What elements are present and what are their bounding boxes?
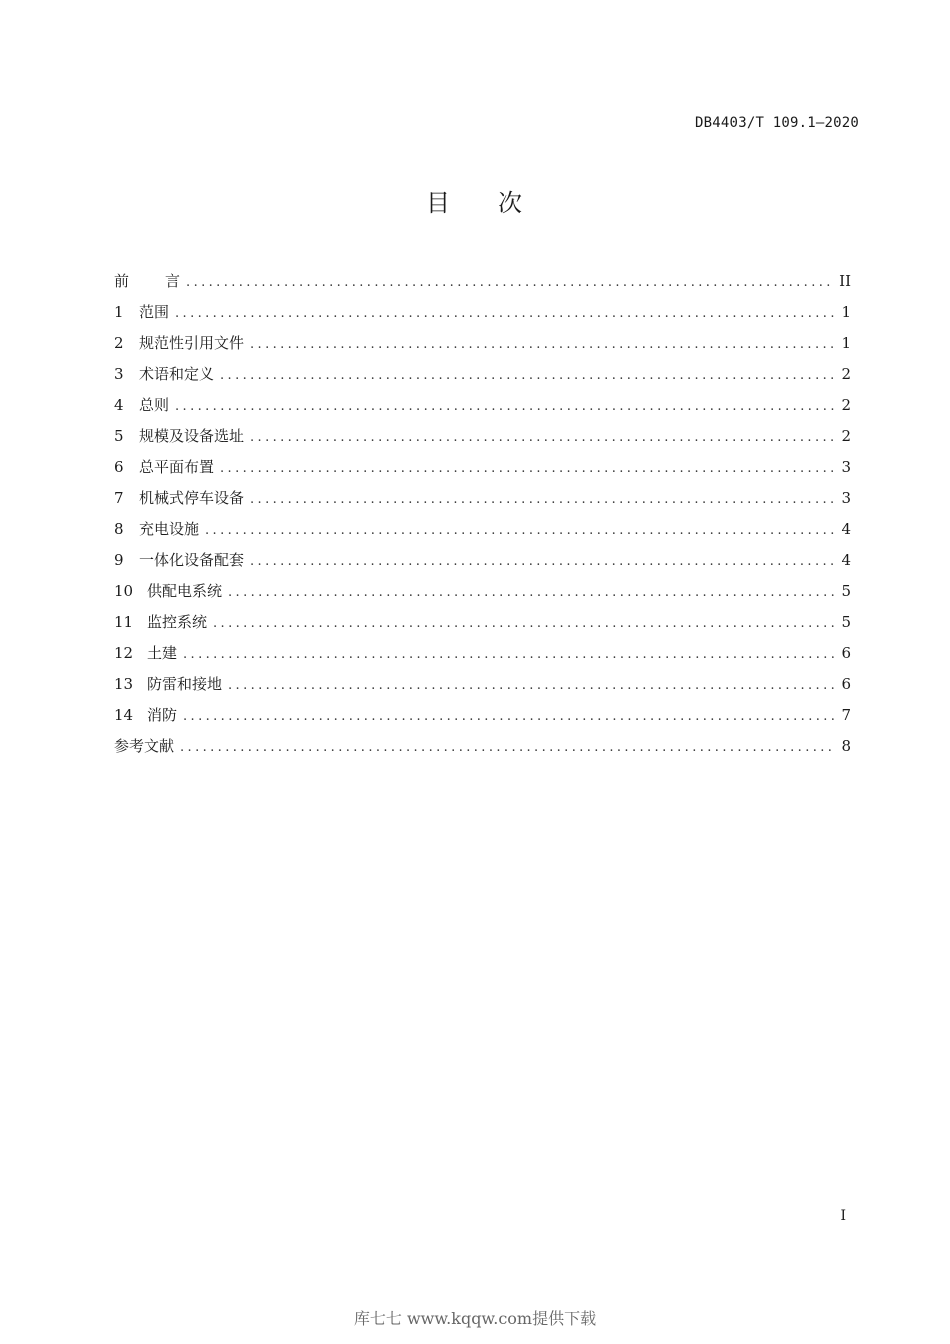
toc-entry-page: 4 (841, 520, 851, 538)
toc-entry-number: 10 (114, 582, 134, 600)
toc-entry-number: 13 (114, 675, 134, 693)
toc-dot-leader (220, 368, 835, 383)
toc-dot-leader (175, 399, 835, 414)
page-number: I (840, 1208, 846, 1224)
page-title (0, 183, 950, 218)
table-of-contents (114, 270, 851, 766)
toc-dot-leader (250, 430, 835, 445)
toc-entry-page: 2 (841, 427, 851, 445)
toc-foreword-char-2: 言 (165, 272, 181, 290)
toc-entry-foreword[interactable] (114, 270, 851, 301)
toc-dot-leader (250, 554, 835, 569)
page-title-char-2: 次 (498, 189, 524, 217)
toc-entry-label: 消防 (147, 706, 178, 724)
standard-code: DB4403/T 109.1—2020 (695, 115, 859, 131)
toc-dot-leader (220, 461, 835, 476)
toc-entry-page: 2 (841, 365, 851, 383)
toc-dot-leader (175, 306, 835, 321)
toc-dot-leader (183, 647, 835, 662)
toc-entry[interactable] (114, 580, 851, 611)
toc-dot-leader (250, 337, 835, 352)
toc-entry-label: 机械式停车设备 (139, 489, 245, 507)
toc-dot-leader (180, 740, 835, 755)
toc-entry-number: 9 (114, 551, 124, 569)
toc-entry-page: 7 (841, 706, 851, 724)
toc-entry-label: 参考文献 (114, 737, 175, 755)
toc-dot-leader (205, 523, 835, 538)
toc-entry[interactable] (114, 363, 851, 394)
toc-entry-label: 范围 (139, 303, 170, 321)
toc-dot-leader (228, 585, 835, 600)
toc-entry-number: 2 (114, 334, 124, 352)
toc-entry[interactable] (114, 549, 851, 580)
toc-dot-leader (228, 678, 835, 693)
toc-entry-label: 一体化设备配套 (139, 551, 245, 569)
toc-entry-number: 4 (114, 396, 124, 414)
toc-entry-page: 8 (841, 737, 851, 755)
toc-entry-page: 1 (841, 303, 851, 321)
toc-entry-number: 5 (114, 427, 124, 445)
page-title-char-1: 目 (426, 189, 452, 217)
toc-entry-number: 11 (114, 613, 134, 631)
toc-entry-number: 3 (114, 365, 124, 383)
toc-entry-page: 3 (841, 458, 851, 476)
toc-entry-page: 2 (841, 396, 851, 414)
toc-entry-page: II (839, 272, 851, 290)
toc-entry-number: 14 (114, 706, 134, 724)
toc-entry-page: 6 (841, 644, 851, 662)
download-watermark: 库七七 www.kqqw.com提供下载 (353, 1309, 597, 1328)
toc-entry[interactable] (114, 301, 851, 332)
toc-entry-page: 5 (841, 582, 851, 600)
toc-dot-leader (250, 492, 835, 507)
toc-entry[interactable] (114, 332, 851, 363)
toc-entry[interactable] (114, 518, 851, 549)
toc-entry-label: 规范性引用文件 (139, 334, 245, 352)
toc-entry-page: 6 (841, 675, 851, 693)
toc-entry-label: 总则 (139, 396, 170, 414)
toc-entry-page: 3 (841, 489, 851, 507)
toc-foreword-char-1: 前 (114, 272, 130, 290)
toc-entry-page: 4 (841, 551, 851, 569)
toc-entry-label: 充电设施 (139, 520, 200, 538)
toc-entry[interactable] (114, 611, 851, 642)
toc-entry[interactable] (114, 673, 851, 704)
toc-entry[interactable] (114, 456, 851, 487)
toc-entry-label: 总平面布置 (139, 458, 215, 476)
toc-entry-number: 7 (114, 489, 124, 507)
toc-dot-leader (213, 616, 835, 631)
toc-entry[interactable] (114, 487, 851, 518)
toc-entry-page: 1 (841, 334, 851, 352)
toc-entry-label (114, 270, 180, 291)
toc-dot-leader (183, 709, 835, 724)
toc-entry-label: 监控系统 (147, 613, 208, 631)
toc-entry-number: 1 (114, 303, 124, 321)
toc-entry-page: 5 (841, 613, 851, 631)
toc-entry-number: 8 (114, 520, 124, 538)
toc-entry[interactable] (114, 394, 851, 425)
toc-entry-label: 防雷和接地 (147, 675, 223, 693)
toc-entry-references[interactable] (114, 735, 851, 766)
toc-entry-label: 术语和定义 (139, 365, 215, 383)
toc-entry[interactable] (114, 642, 851, 673)
toc-entry-number: 12 (114, 644, 134, 662)
toc-dot-leader (186, 275, 833, 290)
toc-entry-label: 土建 (147, 644, 178, 662)
toc-entry-number: 6 (114, 458, 124, 476)
toc-entry[interactable] (114, 425, 851, 456)
toc-entry-label: 规模及设备选址 (139, 427, 245, 445)
toc-entry[interactable] (114, 704, 851, 735)
toc-entry-label: 供配电系统 (147, 582, 223, 600)
